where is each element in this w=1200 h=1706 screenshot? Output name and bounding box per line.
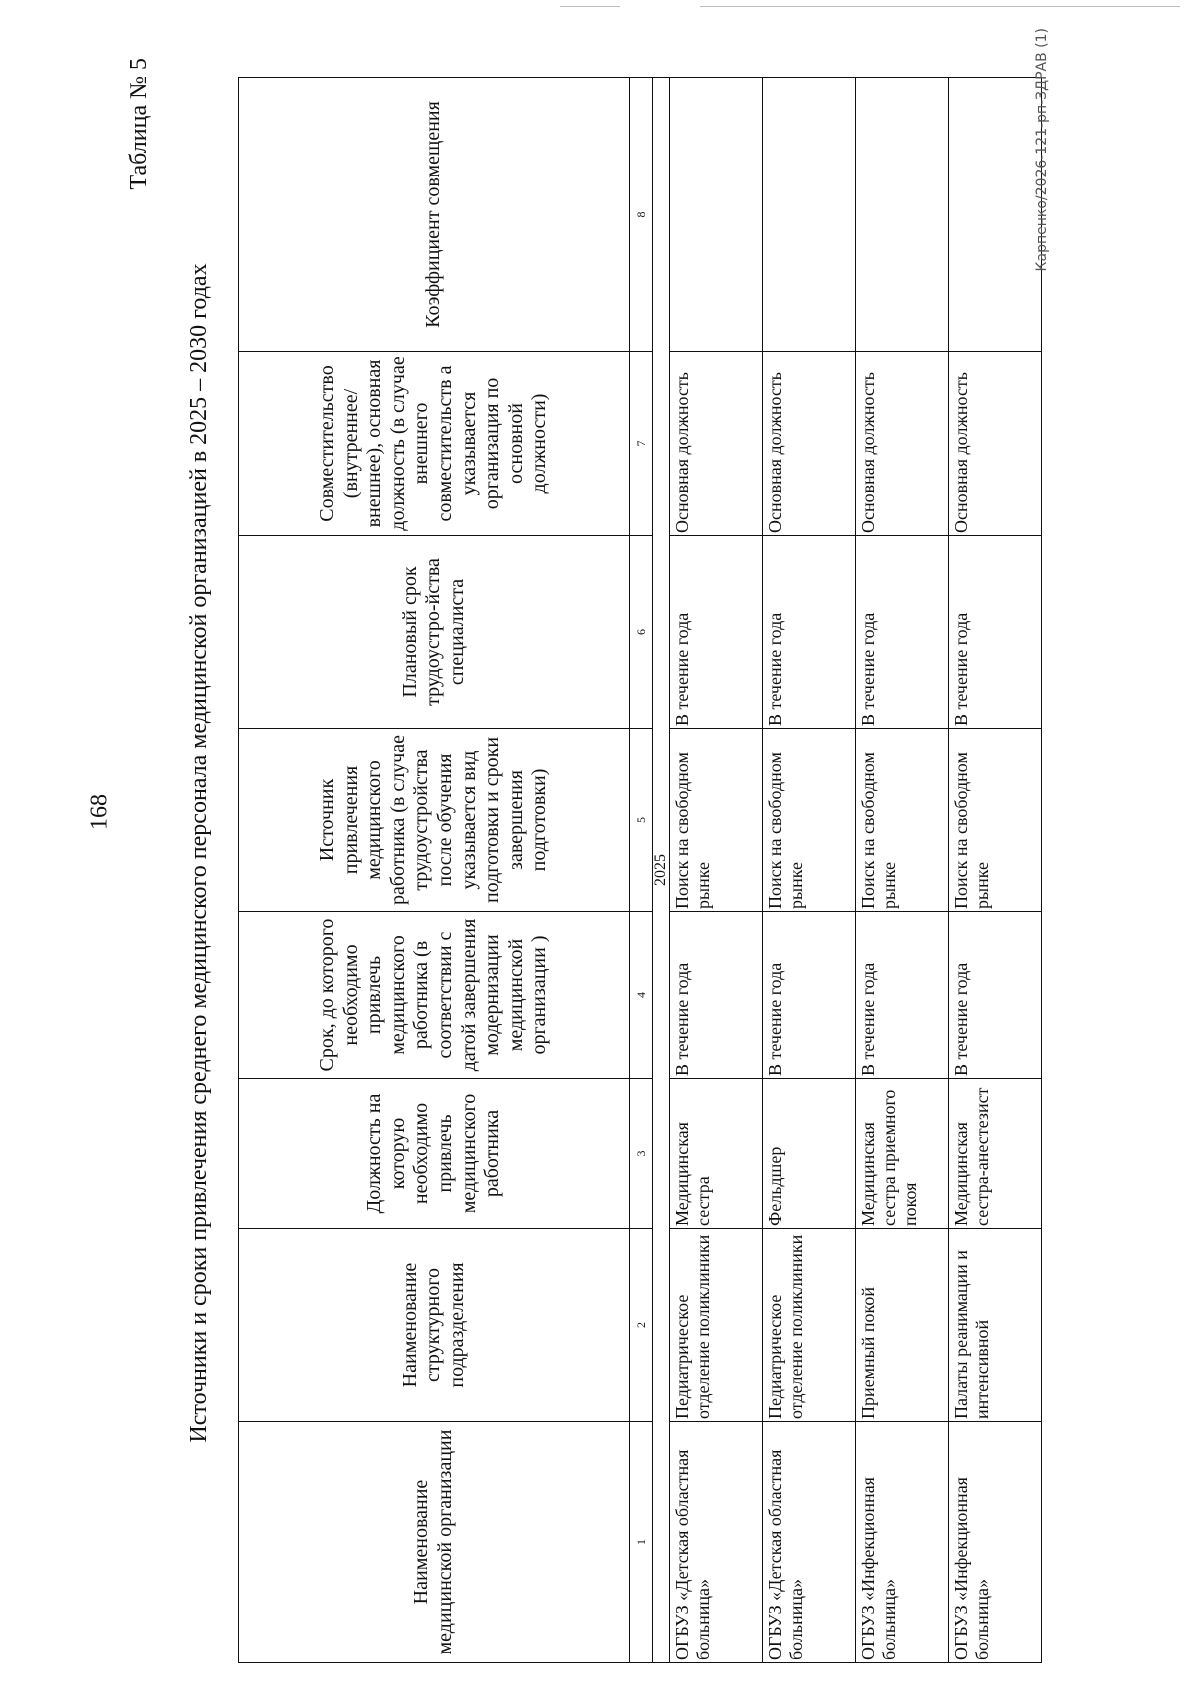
column-number: 4	[630, 912, 653, 1079]
cell-planned-term: В течение года	[763, 536, 856, 729]
staff-sources-table	[238, 77, 1042, 1663]
cell-source: Поиск на свободном рынке	[670, 729, 763, 912]
scan-edge-line	[700, 6, 1180, 7]
rotated-page-content	[120, 28, 1080, 1678]
header-coefficient: Коэффициент совмещения	[239, 78, 630, 352]
column-number: 1	[630, 1422, 653, 1663]
year-label: 2025	[653, 78, 670, 1663]
header-position: Должность на которую необходимо привлечь медицинского работника	[239, 1079, 630, 1229]
header-deadline: Срок, до которого необходимо привлечь медицинского работника (в соответствии с датой завершения модернизации медицинской организации )	[239, 912, 630, 1079]
cell-coefficient	[670, 78, 763, 352]
scan-edge-line	[560, 6, 620, 7]
column-number-row	[630, 78, 653, 1663]
cell-planned-term: В течение года	[856, 536, 949, 729]
cell-department: Приемный покой	[856, 1229, 949, 1422]
cell-deadline: В течение года	[856, 912, 949, 1079]
table-row	[949, 78, 1042, 1663]
header-combination: Совместительство (внутреннее/ внешнее), основная должность (в случае внешнего совместительств а указывается организация по основной должности)	[239, 352, 630, 536]
cell-organization: ОГБУЗ «Инфекционная больница»	[949, 1422, 1042, 1663]
header-planned-term: Плановый срок трудоустро-йства специалиста	[239, 536, 630, 729]
cell-combination: Основная должность	[763, 352, 856, 536]
cell-department: Палаты реанимации и интенсивной	[949, 1229, 1042, 1422]
table-caption: Таблица № 5	[126, 58, 152, 190]
table-title: Источники и сроки привлечения среднего медицинского персонала медицинской организацией в 2025 – 2030 годах	[186, 263, 212, 1443]
cell-organization: ОГБУЗ «Детская областная больница»	[670, 1422, 763, 1663]
cell-source: Поиск на свободном рынке	[763, 729, 856, 912]
cell-department: Педиатрическое отделение поликлиники	[670, 1229, 763, 1422]
cell-coefficient	[763, 78, 856, 352]
cell-position: Медицинская сестра-анестезист	[949, 1079, 1042, 1229]
column-number: 6	[630, 536, 653, 729]
cell-source: Поиск на свободном рынке	[949, 729, 1042, 912]
header-source: Источник привлечения медицинского работника (в случае трудоустройства после обучения указывается вид подготовки и сроки завершения подготовки)	[239, 729, 630, 912]
page-number: 168	[86, 794, 113, 830]
cell-coefficient	[949, 78, 1042, 352]
cell-combination: Основная должность	[856, 352, 949, 536]
column-number: 5	[630, 729, 653, 912]
column-number: 2	[630, 1229, 653, 1422]
cell-position: Фельдшер	[763, 1079, 856, 1229]
cell-planned-term: В течение года	[949, 536, 1042, 729]
cell-source: Поиск на свободном рынке	[856, 729, 949, 912]
cell-position: Медицинская сестра приемного покоя	[856, 1079, 949, 1229]
cell-deadline: В течение года	[763, 912, 856, 1079]
year-row	[653, 78, 670, 1663]
cell-coefficient	[856, 78, 949, 352]
header-department: Наименование структурного подразделения	[239, 1229, 630, 1422]
cell-combination: Основная должность	[670, 352, 763, 536]
cell-organization: ОГБУЗ «Детская областная больница»	[763, 1422, 856, 1663]
cell-deadline: В течение года	[670, 912, 763, 1079]
column-number: 3	[630, 1079, 653, 1229]
cell-deadline: В течение года	[949, 912, 1042, 1079]
table-row	[856, 78, 949, 1663]
cell-department: Педиатрическое отделение поликлиники	[763, 1229, 856, 1422]
header-organization: Наименование медицинской организации	[239, 1422, 630, 1663]
cell-combination: Основная должность	[949, 352, 1042, 536]
column-number: 7	[630, 352, 653, 536]
cell-position: Медицинская сестра	[670, 1079, 763, 1229]
cell-planned-term: В течение года	[670, 536, 763, 729]
document-reference: Карпенко/2026-121-рп-ЗДРАВ (1)	[1034, 28, 1050, 272]
table-row	[670, 78, 763, 1663]
header-row	[239, 78, 630, 1663]
table-row	[763, 78, 856, 1663]
cell-organization: ОГБУЗ «Инфекционная больница»	[856, 1422, 949, 1663]
column-number: 8	[630, 78, 653, 352]
